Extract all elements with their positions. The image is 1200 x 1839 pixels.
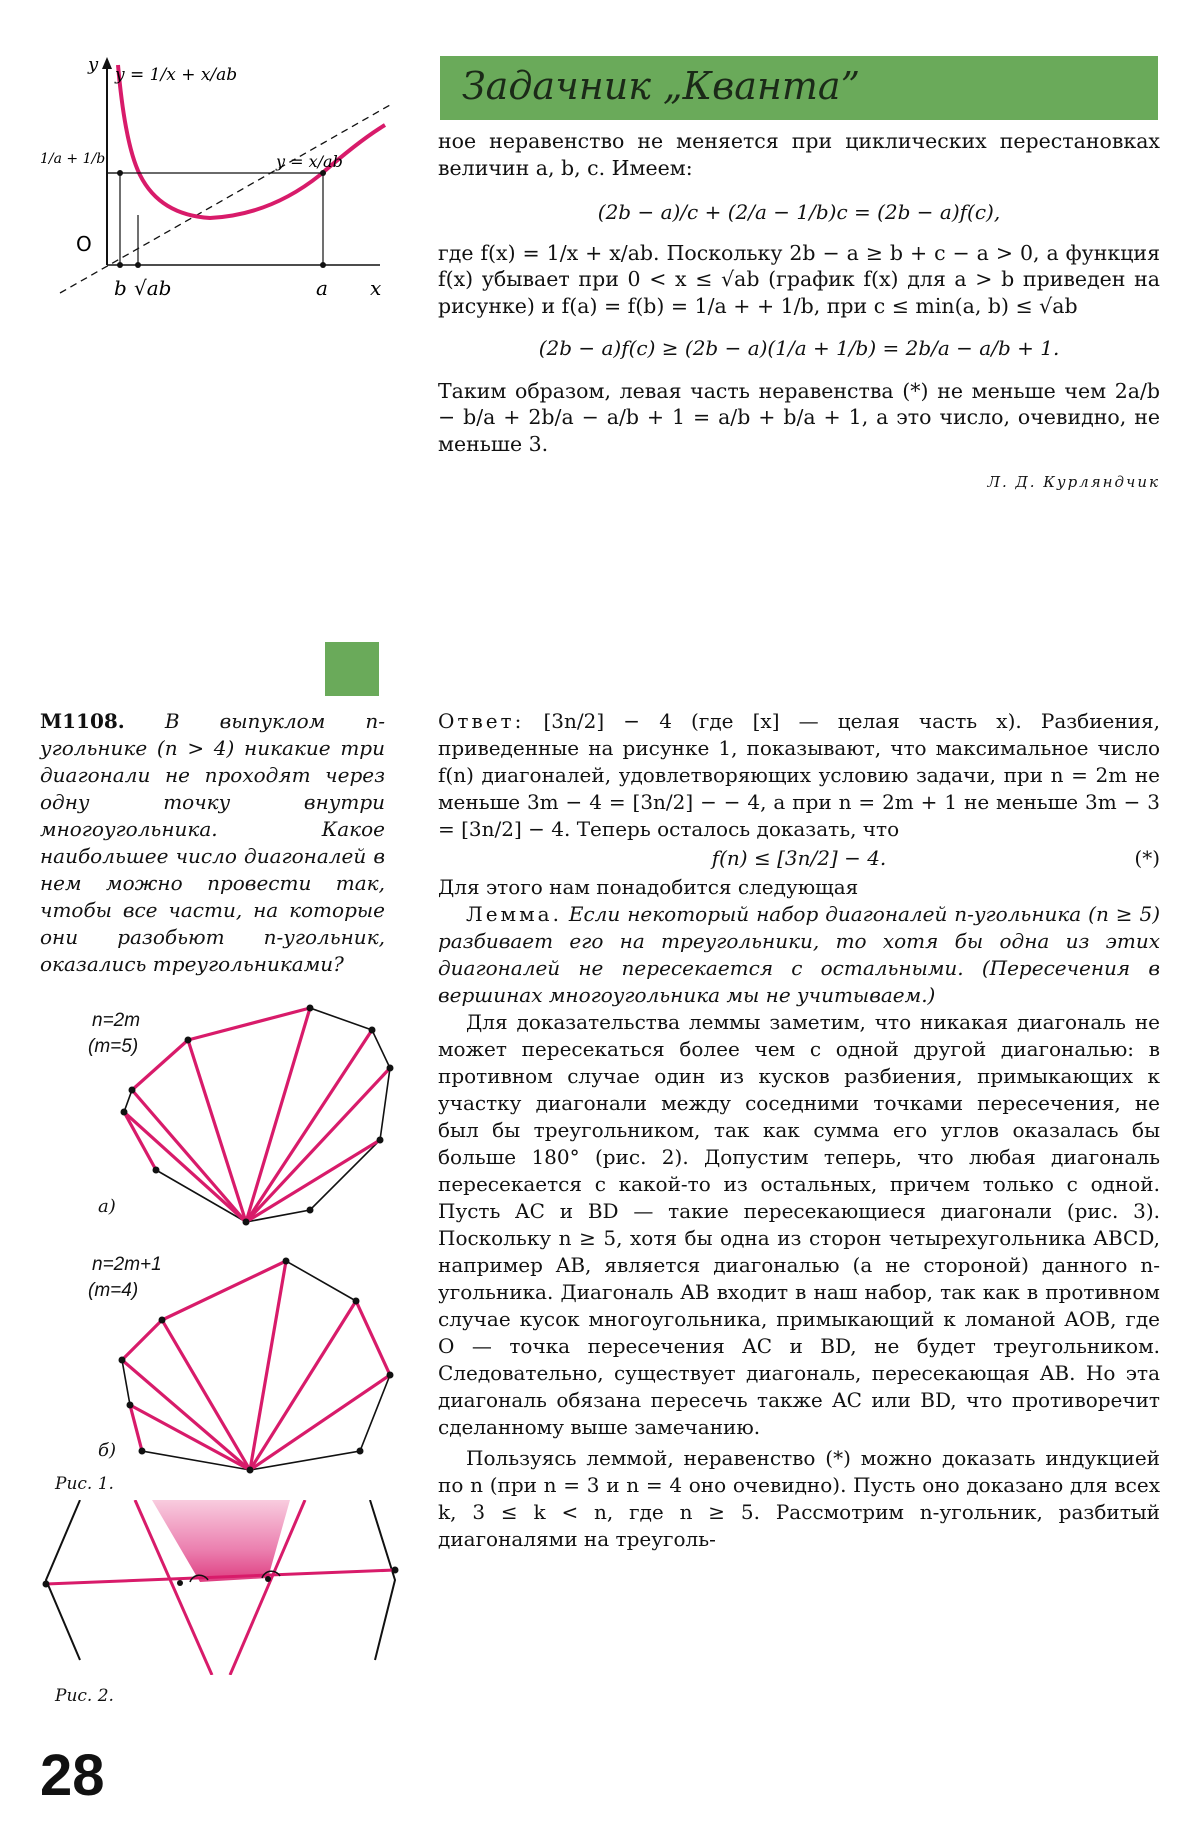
figure-2 bbox=[40, 1500, 400, 1675]
final-paragraph: Пользуясь леммой, неравенство (*) можно доказать индукцией по n (при n = 3 и n = 4 оно очевидно). Пусть оно доказано для всех k, 3 ≤ k < n, где n ≥ 5. Рассмотрим n-угольник, разбитый диагоналями на треуголь- bbox=[438, 1446, 1160, 1551]
lemma-paragraph bbox=[438, 901, 1160, 1009]
inequality-line bbox=[438, 845, 1160, 872]
origin-label: O bbox=[76, 232, 92, 256]
header-banner bbox=[440, 56, 1158, 120]
point-b bbox=[117, 262, 123, 268]
fig-b-tag: б) bbox=[98, 1440, 117, 1461]
answer-paragraph bbox=[438, 708, 1160, 843]
fig1-caption: Рис. 1. bbox=[55, 1474, 114, 1494]
formula-1: (2b − a)/c + (2/a − 1/b)c = (2b − a)f(c), bbox=[597, 200, 1001, 224]
banner-title: Задачник „Кванта” bbox=[462, 64, 860, 108]
page-number: 28 bbox=[40, 1743, 105, 1808]
problem-number: М1108. bbox=[40, 709, 125, 733]
fig-a-tag: а) bbox=[98, 1196, 116, 1217]
solution-text bbox=[438, 708, 1160, 1553]
author: Л. Д. Курляндчик bbox=[987, 473, 1160, 491]
lemma-text: Если некоторый набор диагоналей n-угольника (n ≥ 5) разбивает его на треугольники, то хотя бы одна из этих диагоналей не пересекается с остальными. (Пересечения в вершинах многоугольника мы не учитываем.) bbox=[438, 902, 1160, 1007]
point-a bbox=[320, 262, 326, 268]
y-axis-arrow bbox=[102, 57, 112, 69]
fig-a-label-1: n=2m bbox=[92, 1010, 141, 1031]
fig-b-label-1: n=2m+1 bbox=[92, 1254, 162, 1275]
problem-statement: В выпуклом n-угольнике (n > 4) никакие три диагонали не проходят через одну точку внутри многоугольника. Какое наибольшее число диагоналей в нем можно провести так, чтобы все части, на которые они разобьют n-угольник, оказались треугольниками? bbox=[40, 709, 385, 976]
function-graph bbox=[40, 55, 400, 315]
formula-2: (2b − a)f(c) ≥ (2b − a)(1/a + 1/b) = 2b/a − a/b + 1. bbox=[538, 336, 1060, 360]
lemma-word: Лемма. bbox=[466, 902, 562, 926]
proof-paragraph: Для доказательства леммы заметим, что никакая диагональ не может пересекаться более чем с одной другой диагональю: в противном случае один из кусков разбиения, примыкающих к участку диагонали между соседними точками пересечения, не был бы треугольником, так как сумма его углов оказалась бы больше 180° (рис. 2). Допустим теперь, что любая диагональ пересекается с какой-то из остальных, причем только с одной. Пусть AC и BD — такие пересекающиеся диагонали (рис. 3). Поскольку n ≥ 5, хотя бы одна из сторон четырехугольника ABCD, например AB, является диагональю (а не стороной) данного n-угольника. Диагональ AB входит в наш набор, так как в противном случае кусок многоугольника, примыкающий к ломаной AOB, где O — точка пересечения AC и BD, не будет треугольником. Следовательно, существует диагональ, пересекающая AB. Но эта диагональ обязана пересечь также AC или BD, что противоречит сделанному выше замечанию. bbox=[438, 1010, 1160, 1439]
lemma-intro: Для этого нам понадобится следующая bbox=[438, 875, 859, 899]
top-paragraph-1: ное неравенство не меняется при циклических перестановках величин a, b, c. Имеем: bbox=[438, 129, 1160, 180]
problem-block bbox=[40, 708, 385, 978]
curve-label: y = 1/x + x/ab bbox=[115, 65, 238, 85]
top-paragraph-3: Таким образом, левая часть неравенства (*) не меньше чем 2a/b − b/a + 2b/a − a/b + 1 = a/b + b/a + 1, а это число, очевидно, не меньше 3. bbox=[438, 378, 1160, 456]
inequality-tag: (*) bbox=[1134, 846, 1160, 870]
inequality: f(n) ≤ [3n/2] − 4. bbox=[711, 846, 887, 870]
answer-text: [3n/2] − 4 (где [x] — целая часть x). Разбиения, приведенные на рисунке 1, показывают, что максимальное число f(n) диагоналей, удовлетворяющих условию задачи, при n = 2m не меньше 3m − 4 = [3n/2] − − 4, а при n = 2m + 1 не меньше 3m − 3 = [3n/2] − 4. Теперь осталось доказать, что bbox=[438, 709, 1160, 841]
point-sqrt-ab bbox=[135, 262, 141, 268]
x-axis-label: x bbox=[370, 276, 382, 300]
fig-b-label-2: (m=4) bbox=[88, 1280, 139, 1301]
fig-a-label-2: (m=5) bbox=[88, 1036, 139, 1057]
x-tick-sqrt: √ab bbox=[134, 276, 172, 300]
top-text bbox=[438, 128, 1160, 496]
line-label: y = x/ab bbox=[276, 152, 343, 171]
top-paragraph-2: где f(x) = 1/x + x/ab. Поскольку 2b − a ≥ b + c − a > 0, а функция f(x) убывает при 0 < x ≤ √ab (график f(x) для a > b приведен на рисунке) и f(a) = f(b) = 1/a + + 1/b, при c ≤ min(a, b) ≤ √ab bbox=[438, 240, 1160, 318]
y-axis-label: y bbox=[88, 55, 99, 75]
answer-word: Ответ: bbox=[438, 709, 525, 733]
function-curve bbox=[118, 65, 385, 218]
shaded-region bbox=[152, 1500, 290, 1582]
x-tick-a: a bbox=[316, 276, 328, 300]
section-marker bbox=[325, 642, 379, 696]
figure-1b bbox=[110, 1255, 400, 1480]
figure-1a bbox=[110, 1000, 400, 1230]
y-tick-label: 1/a + 1/b bbox=[40, 151, 106, 167]
fig2-caption: Рис. 2. bbox=[55, 1686, 114, 1706]
x-tick-b: b bbox=[114, 276, 127, 300]
